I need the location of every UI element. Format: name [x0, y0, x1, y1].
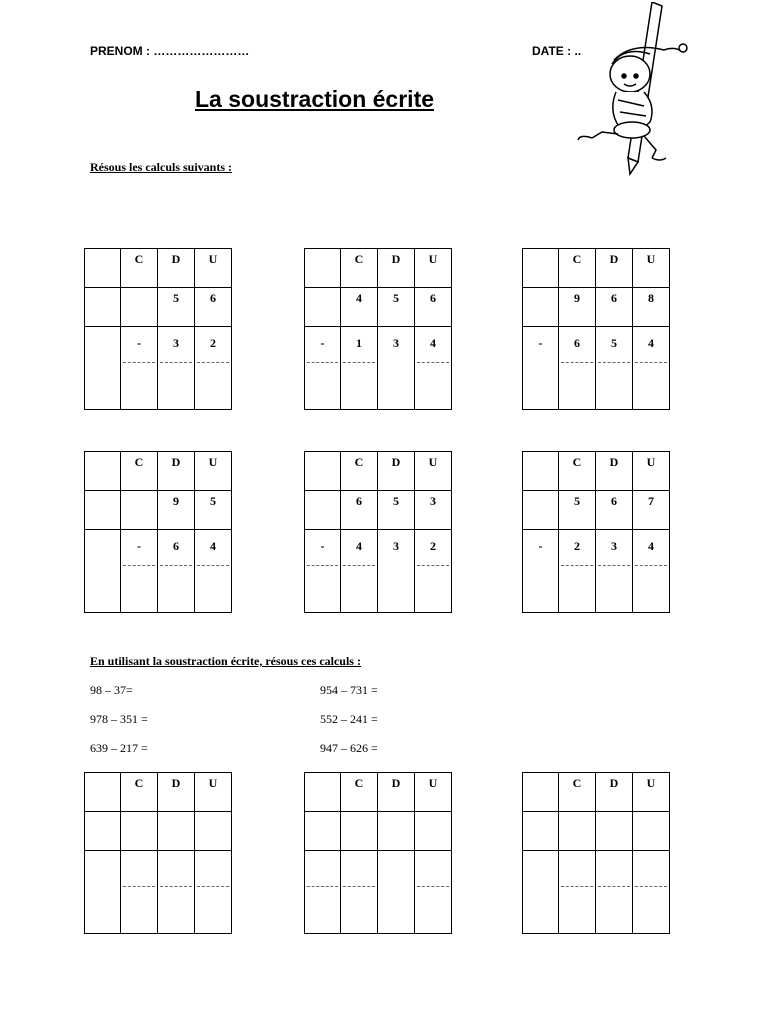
grid-cell-value: 5	[611, 336, 617, 350]
grid-cell	[305, 288, 341, 327]
result-line	[160, 886, 192, 887]
result-line	[307, 362, 338, 363]
grid-cell	[523, 491, 559, 530]
calculation: 978 – 351 =	[90, 712, 148, 726]
result-line	[160, 362, 192, 363]
grid-answer-cell[interactable]	[85, 327, 121, 410]
grid-header-cell	[305, 773, 341, 812]
grid-answer-cell[interactable]	[596, 327, 633, 410]
grid-cell[interactable]	[559, 812, 596, 851]
grid-header-cell	[305, 249, 341, 288]
grid-cell: 8	[633, 288, 670, 327]
result-line	[635, 886, 667, 887]
grid-header-u: U	[415, 249, 452, 288]
grid-cell-value: 2	[574, 539, 580, 553]
instruction-2: En utilisant la soustraction écrite, résous ces calculs :	[90, 654, 361, 668]
grid-answer-cell[interactable]	[378, 327, 415, 410]
result-line	[307, 886, 338, 887]
grid-cell-value: 3	[173, 336, 179, 350]
grid-cell-value: 3	[393, 539, 399, 553]
grid-answer-cell[interactable]	[341, 327, 378, 410]
grid-cell-value: 4	[430, 336, 436, 350]
grid-cell: 3	[415, 491, 452, 530]
grid-header-d: D	[378, 452, 415, 491]
grid-answer-cell[interactable]	[158, 851, 195, 934]
grid-cell[interactable]	[633, 812, 670, 851]
grid-cell: 5	[378, 288, 415, 327]
grid-answer-cell[interactable]	[305, 327, 341, 410]
grid-cell-value: -	[538, 336, 543, 350]
grid-cell[interactable]	[596, 812, 633, 851]
grid-header-d: D	[596, 773, 633, 812]
grid-cell: 5	[378, 491, 415, 530]
grid-cell-value: 2	[430, 539, 436, 553]
result-line	[635, 362, 667, 363]
grid-header-u: U	[415, 773, 452, 812]
result-line	[197, 886, 229, 887]
grid-cell[interactable]	[523, 812, 559, 851]
grid-header-d: D	[158, 452, 195, 491]
grid-answer-cell[interactable]	[195, 327, 232, 410]
grid-answer-cell[interactable]	[523, 327, 559, 410]
calculation: 552 – 241 =	[320, 712, 378, 726]
grid-cell[interactable]	[195, 812, 232, 851]
grid-cell-value: 3	[611, 539, 617, 553]
result-line	[123, 565, 155, 566]
grid-answer-cell[interactable]	[305, 530, 341, 613]
grid-header-u: U	[195, 249, 232, 288]
grid-header-c: C	[341, 249, 378, 288]
grid-cell: 6	[596, 491, 633, 530]
grid-header-c: C	[341, 452, 378, 491]
result-line	[598, 565, 630, 566]
grid-cell-value: 4	[356, 539, 362, 553]
grid-cell: 6	[415, 288, 452, 327]
grid-answer-cell[interactable]	[121, 327, 158, 410]
grid-answer-cell[interactable]	[85, 851, 121, 934]
grid-cell-value: -	[137, 539, 141, 553]
grid-cell: 9	[559, 288, 596, 327]
result-line	[123, 362, 155, 363]
grid-header-u: U	[633, 452, 670, 491]
grid-cell[interactable]	[415, 812, 452, 851]
grid-cell: 9	[158, 491, 195, 530]
grid-header-c: C	[559, 249, 596, 288]
grid-cell: 7	[633, 491, 670, 530]
pencil-character-icon	[572, 2, 690, 177]
grid-header-u: U	[633, 773, 670, 812]
grid-answer-cell[interactable]	[341, 851, 378, 934]
grid-cell[interactable]	[305, 812, 341, 851]
grid-answer-cell[interactable]	[415, 530, 452, 613]
grid-answer-cell[interactable]	[85, 530, 121, 613]
grid-header-c: C	[559, 452, 596, 491]
grid-header-c: C	[121, 773, 158, 812]
grid-header-u: U	[633, 249, 670, 288]
calculation: 954 – 731 =	[320, 683, 378, 697]
grid-header-cell	[523, 249, 559, 288]
grid-cell-value: 4	[210, 539, 216, 553]
grid-header-cell	[85, 773, 121, 812]
grid-cell: 5	[559, 491, 596, 530]
grid-answer-cell[interactable]	[195, 851, 232, 934]
grid-answer-cell[interactable]	[523, 851, 559, 934]
result-line	[197, 362, 229, 363]
grid-answer-cell[interactable]	[596, 851, 633, 934]
grid-answer-cell[interactable]	[523, 530, 559, 613]
grid-cell: 6	[341, 491, 378, 530]
grid-cell[interactable]	[121, 812, 158, 851]
grid-header-c: C	[341, 773, 378, 812]
grid-cell-value: 4	[648, 539, 654, 553]
grid-cell: 6	[596, 288, 633, 327]
grid-answer-cell[interactable]	[305, 851, 341, 934]
grid-cell[interactable]	[85, 812, 121, 851]
grid-answer-cell[interactable]	[415, 327, 452, 410]
grid-cell	[305, 491, 341, 530]
calculation: 947 – 626 =	[320, 741, 378, 755]
grid-cell-value: 1	[356, 336, 362, 350]
grid-header-d: D	[158, 249, 195, 288]
grid-cell-value: 6	[173, 539, 179, 553]
date-label: DATE : ..	[532, 44, 582, 58]
empty-subtraction-grid	[84, 772, 232, 934]
grid-answer-cell[interactable]	[378, 530, 415, 613]
result-line	[598, 362, 630, 363]
grid-cell-value: -	[320, 539, 325, 553]
page-title: La soustraction écrite	[195, 86, 435, 112]
result-line	[123, 886, 155, 887]
grid-header-cell	[523, 773, 559, 812]
grid-answer-cell[interactable]	[633, 851, 670, 934]
result-line	[561, 565, 593, 566]
grid-header-d: D	[596, 249, 633, 288]
grid-answer-cell[interactable]	[633, 530, 670, 613]
grid-cell: 4	[341, 288, 378, 327]
grid-cell[interactable]	[341, 812, 378, 851]
grid-cell	[85, 288, 121, 327]
grid-cell	[85, 491, 121, 530]
grid-cell-value: 2	[210, 336, 216, 350]
grid-header-d: D	[378, 249, 415, 288]
grid-header-d: D	[378, 773, 415, 812]
grid-cell: 5	[195, 491, 232, 530]
grid-header-cell	[85, 249, 121, 288]
grid-answer-cell[interactable]	[559, 851, 596, 934]
grid-cell-value: 4	[648, 336, 654, 350]
empty-subtraction-grid	[304, 772, 452, 934]
result-line	[343, 565, 375, 566]
subtraction-grid	[84, 248, 232, 410]
grid-header-d: D	[158, 773, 195, 812]
grid-answer-cell[interactable]	[158, 327, 195, 410]
grid-header-c: C	[121, 249, 158, 288]
grid-answer-cell[interactable]	[121, 530, 158, 613]
grid-answer-cell[interactable]	[633, 327, 670, 410]
result-line	[635, 565, 667, 566]
result-line	[343, 362, 375, 363]
grid-cell	[121, 491, 158, 530]
grid-answer-cell[interactable]	[195, 530, 232, 613]
grid-answer-cell[interactable]	[341, 530, 378, 613]
grid-cell: 5	[158, 288, 195, 327]
result-line	[417, 565, 449, 566]
prenom-label: PRENOM : ……………………	[90, 44, 250, 58]
result-line	[343, 886, 375, 887]
grid-header-u: U	[195, 773, 232, 812]
grid-header-c: C	[121, 452, 158, 491]
result-line	[561, 886, 593, 887]
result-line	[417, 362, 449, 363]
grid-cell-value: 3	[393, 336, 399, 350]
grid-cell-value: -	[320, 336, 325, 350]
subtraction-grid	[304, 451, 452, 613]
subtraction-grid	[522, 248, 670, 410]
calculation: 639 – 217 =	[90, 741, 148, 755]
grid-cell[interactable]	[378, 812, 415, 851]
grid-answer-cell[interactable]	[559, 530, 596, 613]
grid-header-u: U	[195, 452, 232, 491]
empty-subtraction-grid	[522, 772, 670, 934]
result-line	[417, 886, 449, 887]
grid-header-u: U	[415, 452, 452, 491]
grid-answer-cell[interactable]	[158, 530, 195, 613]
grid-cell	[121, 288, 158, 327]
grid-cell-value: 6	[574, 336, 580, 350]
grid-cell-value: -	[137, 336, 141, 350]
result-line	[160, 565, 192, 566]
grid-cell: 6	[195, 288, 232, 327]
grid-header-c: C	[559, 773, 596, 812]
grid-cell	[523, 288, 559, 327]
result-line	[307, 565, 338, 566]
calculation: 98 – 37=	[90, 683, 133, 697]
grid-answer-cell[interactable]	[559, 327, 596, 410]
grid-header-cell	[305, 452, 341, 491]
result-line	[561, 362, 593, 363]
subtraction-grid	[522, 451, 670, 613]
instruction-1: Résous les calculs suivants :	[90, 160, 233, 174]
grid-cell-value: -	[538, 539, 543, 553]
grid-header-cell	[85, 452, 121, 491]
grid-answer-cell[interactable]	[415, 851, 452, 934]
subtraction-grid	[84, 451, 232, 613]
subtraction-grid	[304, 248, 452, 410]
result-line	[197, 565, 229, 566]
grid-answer-cell[interactable]	[121, 851, 158, 934]
grid-header-cell	[523, 452, 559, 491]
grid-answer-cell[interactable]	[378, 851, 415, 934]
grid-answer-cell[interactable]	[596, 530, 633, 613]
grid-header-d: D	[596, 452, 633, 491]
grid-cell[interactable]	[158, 812, 195, 851]
result-line	[598, 886, 630, 887]
